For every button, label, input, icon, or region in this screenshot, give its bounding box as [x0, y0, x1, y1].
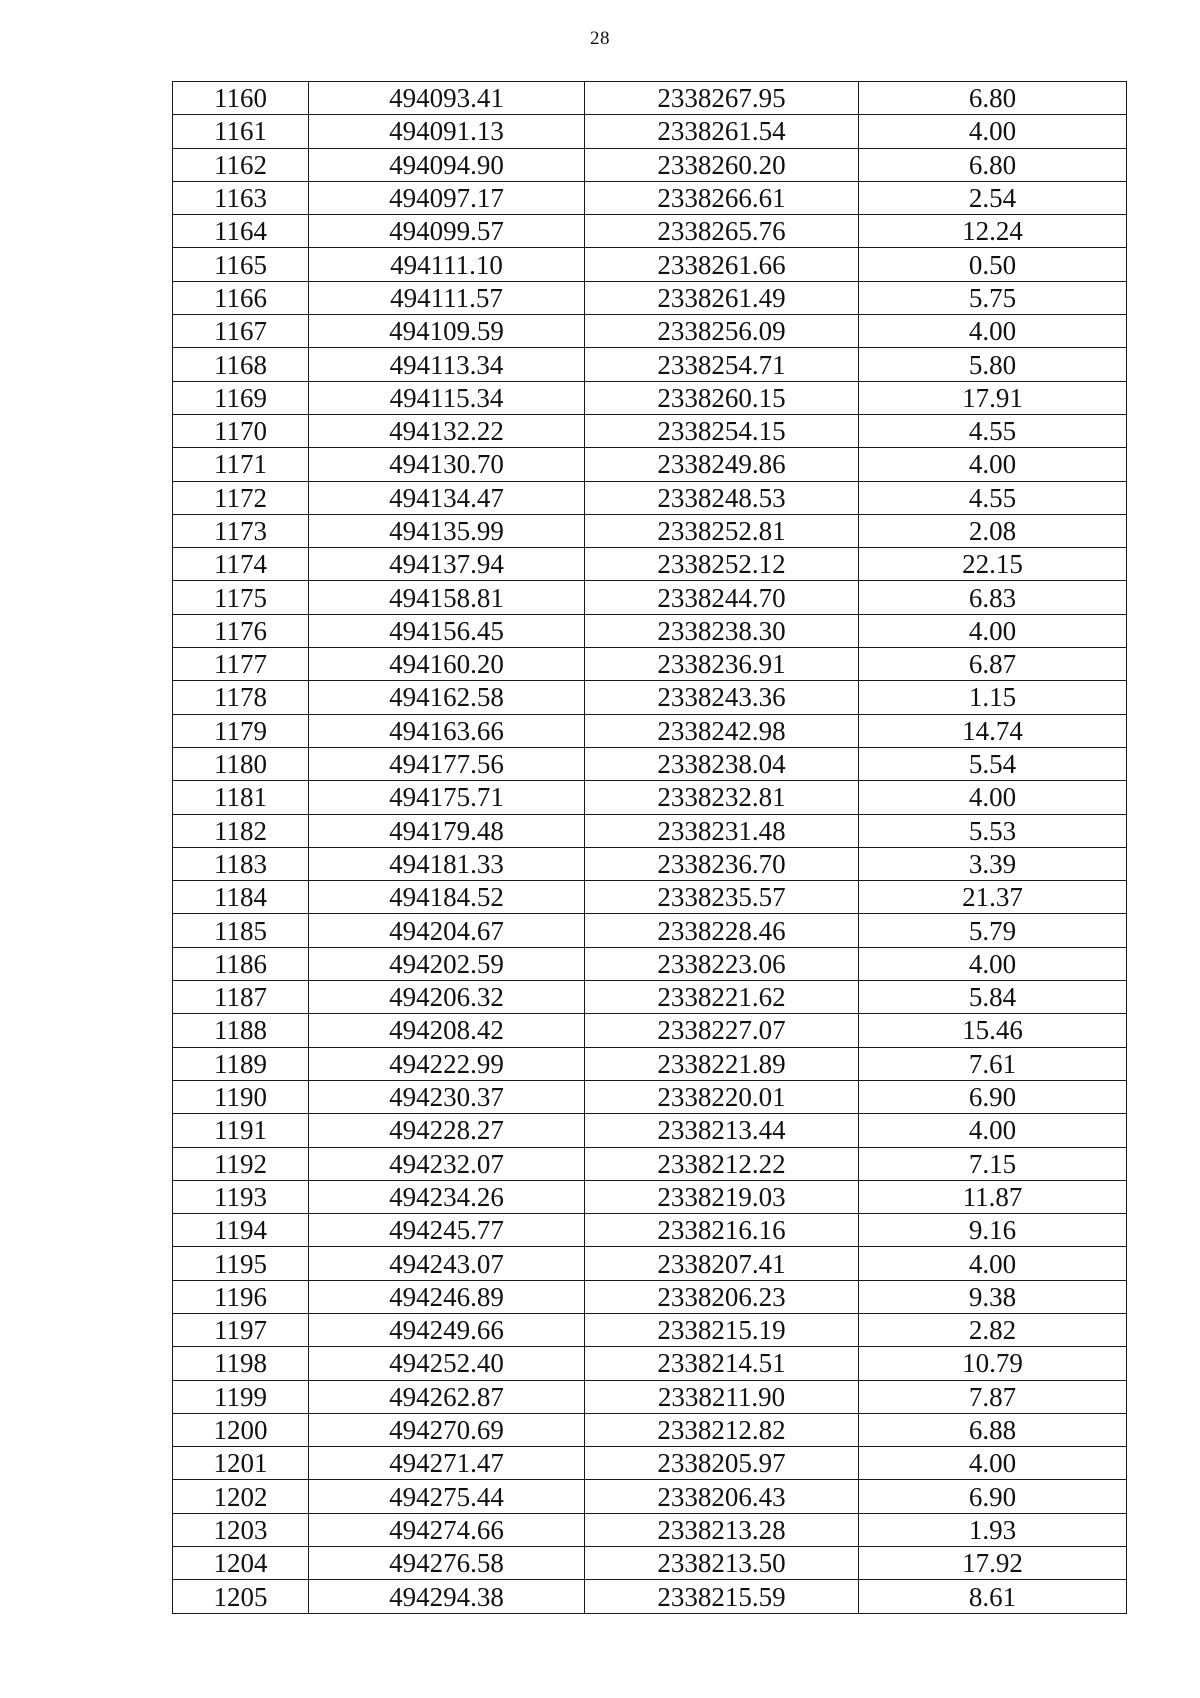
- x-coordinate-cell: 494274.66: [309, 1513, 585, 1546]
- x-coordinate-cell: 494232.07: [309, 1147, 585, 1180]
- x-coordinate-cell: 494160.20: [309, 648, 585, 681]
- distance-cell: 6.83: [859, 581, 1127, 614]
- distance-cell: 7.15: [859, 1147, 1127, 1180]
- point-number-cell: 1166: [173, 281, 309, 314]
- y-coordinate-cell: 2338267.95: [585, 82, 859, 115]
- point-number-cell: 1202: [173, 1480, 309, 1513]
- y-coordinate-cell: 2338221.62: [585, 981, 859, 1014]
- table-row: [173, 681, 1127, 714]
- distance-cell: 4.00: [859, 1114, 1127, 1147]
- point-number-cell: 1167: [173, 315, 309, 348]
- distance-cell: 5.84: [859, 981, 1127, 1014]
- distance-cell: 2.08: [859, 514, 1127, 547]
- table-row: [173, 1147, 1127, 1180]
- point-number-cell: 1198: [173, 1347, 309, 1380]
- distance-cell: 4.00: [859, 614, 1127, 647]
- table-row: [173, 1280, 1127, 1313]
- table-row: [173, 381, 1127, 414]
- point-number-cell: 1170: [173, 414, 309, 447]
- distance-cell: 4.00: [859, 947, 1127, 980]
- point-number-cell: 1161: [173, 115, 309, 148]
- distance-cell: 14.74: [859, 714, 1127, 747]
- x-coordinate-cell: 494206.32: [309, 981, 585, 1014]
- point-number-cell: 1174: [173, 548, 309, 581]
- y-coordinate-cell: 2338215.19: [585, 1313, 859, 1346]
- x-coordinate-cell: 494132.22: [309, 414, 585, 447]
- table-row: [173, 847, 1127, 880]
- y-coordinate-cell: 2338216.16: [585, 1214, 859, 1247]
- y-coordinate-cell: 2338261.49: [585, 281, 859, 314]
- table-row: [173, 1513, 1127, 1546]
- distance-cell: 8.61: [859, 1580, 1127, 1613]
- table-row: [173, 514, 1127, 547]
- distance-cell: 17.91: [859, 381, 1127, 414]
- table-row: [173, 1447, 1127, 1480]
- y-coordinate-cell: 2338215.59: [585, 1580, 859, 1613]
- distance-cell: 1.93: [859, 1513, 1127, 1546]
- distance-cell: 4.00: [859, 1247, 1127, 1280]
- point-number-cell: 1168: [173, 348, 309, 381]
- y-coordinate-cell: 2338227.07: [585, 1014, 859, 1047]
- y-coordinate-cell: 2338213.50: [585, 1547, 859, 1580]
- distance-cell: 4.00: [859, 1447, 1127, 1480]
- x-coordinate-cell: 494137.94: [309, 548, 585, 581]
- y-coordinate-cell: 2338266.61: [585, 181, 859, 214]
- x-coordinate-cell: 494099.57: [309, 215, 585, 248]
- point-number-cell: 1205: [173, 1580, 309, 1613]
- y-coordinate-cell: 2338254.71: [585, 348, 859, 381]
- table-row: [173, 481, 1127, 514]
- y-coordinate-cell: 2338212.82: [585, 1413, 859, 1446]
- distance-cell: 11.87: [859, 1180, 1127, 1213]
- point-number-cell: 1182: [173, 814, 309, 847]
- distance-cell: 15.46: [859, 1014, 1127, 1047]
- y-coordinate-cell: 2338242.98: [585, 714, 859, 747]
- table-row: [173, 82, 1127, 115]
- x-coordinate-cell: 494270.69: [309, 1413, 585, 1446]
- distance-cell: 6.90: [859, 1080, 1127, 1113]
- table-row: [173, 414, 1127, 447]
- table-row: [173, 581, 1127, 614]
- y-coordinate-cell: 2338228.46: [585, 914, 859, 947]
- point-number-cell: 1188: [173, 1014, 309, 1047]
- y-coordinate-cell: 2338265.76: [585, 215, 859, 248]
- x-coordinate-cell: 494234.26: [309, 1180, 585, 1213]
- distance-cell: 5.53: [859, 814, 1127, 847]
- point-number-cell: 1169: [173, 381, 309, 414]
- x-coordinate-cell: 494230.37: [309, 1080, 585, 1113]
- table-row: [173, 148, 1127, 181]
- table-row: [173, 115, 1127, 148]
- y-coordinate-cell: 2338206.23: [585, 1280, 859, 1313]
- x-coordinate-cell: 494162.58: [309, 681, 585, 714]
- coordinates-table: [172, 81, 1127, 1614]
- x-coordinate-cell: 494163.66: [309, 714, 585, 747]
- distance-cell: 0.50: [859, 248, 1127, 281]
- table-row: [173, 1580, 1127, 1613]
- point-number-cell: 1163: [173, 181, 309, 214]
- point-number-cell: 1187: [173, 981, 309, 1014]
- point-number-cell: 1164: [173, 215, 309, 248]
- table-body: [173, 82, 1127, 1614]
- table-row: [173, 1180, 1127, 1213]
- point-number-cell: 1160: [173, 82, 309, 115]
- y-coordinate-cell: 2338207.41: [585, 1247, 859, 1280]
- y-coordinate-cell: 2338211.90: [585, 1380, 859, 1413]
- distance-cell: 6.80: [859, 82, 1127, 115]
- table-row: [173, 981, 1127, 1014]
- table-row: [173, 548, 1127, 581]
- point-number-cell: 1175: [173, 581, 309, 614]
- y-coordinate-cell: 2338214.51: [585, 1347, 859, 1380]
- x-coordinate-cell: 494245.77: [309, 1214, 585, 1247]
- table-row: [173, 814, 1127, 847]
- y-coordinate-cell: 2338249.86: [585, 448, 859, 481]
- table-row: [173, 448, 1127, 481]
- distance-cell: 4.00: [859, 315, 1127, 348]
- x-coordinate-cell: 494246.89: [309, 1280, 585, 1313]
- table-row: [173, 914, 1127, 947]
- x-coordinate-cell: 494228.27: [309, 1114, 585, 1147]
- x-coordinate-cell: 494249.66: [309, 1313, 585, 1346]
- table-row: [173, 281, 1127, 314]
- x-coordinate-cell: 494252.40: [309, 1347, 585, 1380]
- distance-cell: 6.90: [859, 1480, 1127, 1513]
- page-number: 28: [590, 28, 610, 49]
- x-coordinate-cell: 494094.90: [309, 148, 585, 181]
- y-coordinate-cell: 2338213.44: [585, 1114, 859, 1147]
- y-coordinate-cell: 2338256.09: [585, 315, 859, 348]
- table-row: [173, 881, 1127, 914]
- table-row: [173, 315, 1127, 348]
- distance-cell: 2.82: [859, 1313, 1127, 1346]
- distance-cell: 9.38: [859, 1280, 1127, 1313]
- point-number-cell: 1172: [173, 481, 309, 514]
- y-coordinate-cell: 2338260.15: [585, 381, 859, 414]
- table-row: [173, 1247, 1127, 1280]
- distance-cell: 5.80: [859, 348, 1127, 381]
- distance-cell: 21.37: [859, 881, 1127, 914]
- x-coordinate-cell: 494271.47: [309, 1447, 585, 1480]
- distance-cell: 12.24: [859, 215, 1127, 248]
- table-row: [173, 181, 1127, 214]
- y-coordinate-cell: 2338205.97: [585, 1447, 859, 1480]
- distance-cell: 5.79: [859, 914, 1127, 947]
- x-coordinate-cell: 494091.13: [309, 115, 585, 148]
- y-coordinate-cell: 2338212.22: [585, 1147, 859, 1180]
- x-coordinate-cell: 494130.70: [309, 448, 585, 481]
- y-coordinate-cell: 2338235.57: [585, 881, 859, 914]
- x-coordinate-cell: 494111.10: [309, 248, 585, 281]
- distance-cell: 17.92: [859, 1547, 1127, 1580]
- table-row: [173, 1347, 1127, 1380]
- x-coordinate-cell: 494175.71: [309, 781, 585, 814]
- distance-cell: 22.15: [859, 548, 1127, 581]
- y-coordinate-cell: 2338232.81: [585, 781, 859, 814]
- distance-cell: 4.55: [859, 414, 1127, 447]
- y-coordinate-cell: 2338238.04: [585, 747, 859, 780]
- point-number-cell: 1201: [173, 1447, 309, 1480]
- point-number-cell: 1200: [173, 1413, 309, 1446]
- x-coordinate-cell: 494202.59: [309, 947, 585, 980]
- distance-cell: 6.87: [859, 648, 1127, 681]
- x-coordinate-cell: 494243.07: [309, 1247, 585, 1280]
- x-coordinate-cell: 494158.81: [309, 581, 585, 614]
- x-coordinate-cell: 494262.87: [309, 1380, 585, 1413]
- point-number-cell: 1176: [173, 614, 309, 647]
- y-coordinate-cell: 2338219.03: [585, 1180, 859, 1213]
- distance-cell: 10.79: [859, 1347, 1127, 1380]
- x-coordinate-cell: 494179.48: [309, 814, 585, 847]
- point-number-cell: 1162: [173, 148, 309, 181]
- distance-cell: 7.61: [859, 1047, 1127, 1080]
- table-row: [173, 1313, 1127, 1346]
- distance-cell: 5.75: [859, 281, 1127, 314]
- distance-cell: 6.88: [859, 1413, 1127, 1446]
- y-coordinate-cell: 2338261.66: [585, 248, 859, 281]
- y-coordinate-cell: 2338252.12: [585, 548, 859, 581]
- y-coordinate-cell: 2338260.20: [585, 148, 859, 181]
- point-number-cell: 1177: [173, 648, 309, 681]
- y-coordinate-cell: 2338244.70: [585, 581, 859, 614]
- distance-cell: 2.54: [859, 181, 1127, 214]
- y-coordinate-cell: 2338261.54: [585, 115, 859, 148]
- table-row: [173, 215, 1127, 248]
- distance-cell: 3.39: [859, 847, 1127, 880]
- x-coordinate-cell: 494181.33: [309, 847, 585, 880]
- table-row: [173, 1413, 1127, 1446]
- table-row: [173, 1214, 1127, 1247]
- y-coordinate-cell: 2338243.36: [585, 681, 859, 714]
- y-coordinate-cell: 2338220.01: [585, 1080, 859, 1113]
- distance-cell: 4.55: [859, 481, 1127, 514]
- y-coordinate-cell: 2338231.48: [585, 814, 859, 847]
- distance-cell: 4.00: [859, 448, 1127, 481]
- point-number-cell: 1183: [173, 847, 309, 880]
- y-coordinate-cell: 2338221.89: [585, 1047, 859, 1080]
- x-coordinate-cell: 494294.38: [309, 1580, 585, 1613]
- point-number-cell: 1193: [173, 1180, 309, 1213]
- y-coordinate-cell: 2338236.70: [585, 847, 859, 880]
- x-coordinate-cell: 494111.57: [309, 281, 585, 314]
- table-row: [173, 1380, 1127, 1413]
- y-coordinate-cell: 2338206.43: [585, 1480, 859, 1513]
- y-coordinate-cell: 2338248.53: [585, 481, 859, 514]
- x-coordinate-cell: 494113.34: [309, 348, 585, 381]
- point-number-cell: 1171: [173, 448, 309, 481]
- y-coordinate-cell: 2338254.15: [585, 414, 859, 447]
- x-coordinate-cell: 494135.99: [309, 514, 585, 547]
- y-coordinate-cell: 2338238.30: [585, 614, 859, 647]
- table-row: [173, 781, 1127, 814]
- table-row: [173, 1114, 1127, 1147]
- x-coordinate-cell: 494184.52: [309, 881, 585, 914]
- x-coordinate-cell: 494222.99: [309, 1047, 585, 1080]
- point-number-cell: 1186: [173, 947, 309, 980]
- point-number-cell: 1178: [173, 681, 309, 714]
- point-number-cell: 1165: [173, 248, 309, 281]
- x-coordinate-cell: 494093.41: [309, 82, 585, 115]
- point-number-cell: 1179: [173, 714, 309, 747]
- point-number-cell: 1184: [173, 881, 309, 914]
- distance-cell: 9.16: [859, 1214, 1127, 1247]
- table-row: [173, 1080, 1127, 1113]
- point-number-cell: 1190: [173, 1080, 309, 1113]
- point-number-cell: 1194: [173, 1214, 309, 1247]
- x-coordinate-cell: 494276.58: [309, 1547, 585, 1580]
- distance-cell: 7.87: [859, 1380, 1127, 1413]
- table-row: [173, 1014, 1127, 1047]
- table-row: [173, 747, 1127, 780]
- x-coordinate-cell: 494134.47: [309, 481, 585, 514]
- y-coordinate-cell: 2338236.91: [585, 648, 859, 681]
- x-coordinate-cell: 494115.34: [309, 381, 585, 414]
- table-row: [173, 1480, 1127, 1513]
- point-number-cell: 1199: [173, 1380, 309, 1413]
- distance-cell: 1.15: [859, 681, 1127, 714]
- table-row: [173, 714, 1127, 747]
- x-coordinate-cell: 494275.44: [309, 1480, 585, 1513]
- x-coordinate-cell: 494109.59: [309, 315, 585, 348]
- table-row: [173, 648, 1127, 681]
- x-coordinate-cell: 494177.56: [309, 747, 585, 780]
- point-number-cell: 1196: [173, 1280, 309, 1313]
- table-row: [173, 1547, 1127, 1580]
- table-row: [173, 248, 1127, 281]
- y-coordinate-cell: 2338252.81: [585, 514, 859, 547]
- point-number-cell: 1189: [173, 1047, 309, 1080]
- point-number-cell: 1195: [173, 1247, 309, 1280]
- table-row: [173, 614, 1127, 647]
- x-coordinate-cell: 494097.17: [309, 181, 585, 214]
- point-number-cell: 1204: [173, 1547, 309, 1580]
- point-number-cell: 1203: [173, 1513, 309, 1546]
- distance-cell: 4.00: [859, 781, 1127, 814]
- table-row: [173, 1047, 1127, 1080]
- point-number-cell: 1180: [173, 747, 309, 780]
- point-number-cell: 1192: [173, 1147, 309, 1180]
- point-number-cell: 1191: [173, 1114, 309, 1147]
- table-row: [173, 348, 1127, 381]
- point-number-cell: 1197: [173, 1313, 309, 1346]
- distance-cell: 4.00: [859, 115, 1127, 148]
- x-coordinate-cell: 494204.67: [309, 914, 585, 947]
- y-coordinate-cell: 2338223.06: [585, 947, 859, 980]
- point-number-cell: 1181: [173, 781, 309, 814]
- point-number-cell: 1185: [173, 914, 309, 947]
- table-row: [173, 947, 1127, 980]
- x-coordinate-cell: 494208.42: [309, 1014, 585, 1047]
- point-number-cell: 1173: [173, 514, 309, 547]
- distance-cell: 5.54: [859, 747, 1127, 780]
- x-coordinate-cell: 494156.45: [309, 614, 585, 647]
- y-coordinate-cell: 2338213.28: [585, 1513, 859, 1546]
- distance-cell: 6.80: [859, 148, 1127, 181]
